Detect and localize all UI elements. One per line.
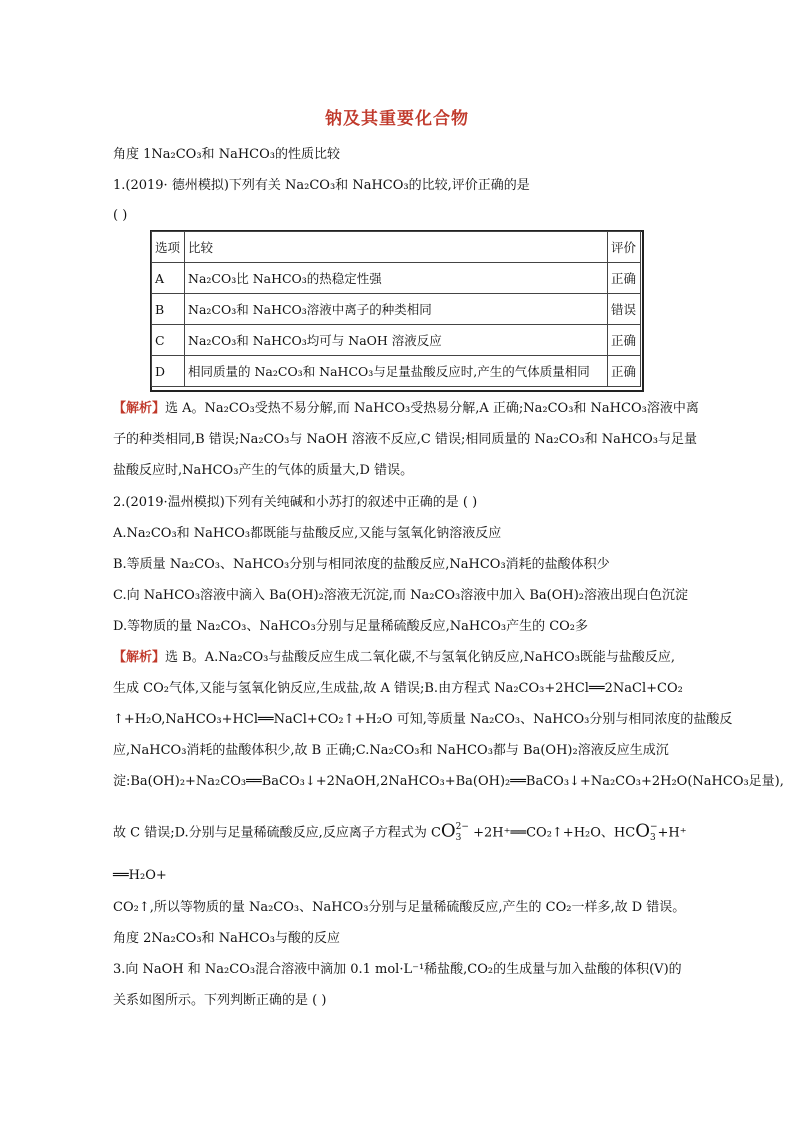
q1-analysis-line <box>113 400 699 418</box>
table-header-cell: 评价 <box>608 232 641 263</box>
table-row <box>152 325 641 356</box>
question-3-stem-line1: 3.向 NaOH 和 Na₂CO₃混合溶液中滴加 0.1 mol·L⁻¹稀盐酸,CO₂的生成量与加入盐酸的体积(V)的 <box>113 962 682 977</box>
table-cell-evaluation: 错误 <box>608 294 641 325</box>
table-cell-option: D <box>152 356 185 387</box>
ion-eq-c: C <box>430 825 441 841</box>
ion-eq-suffix: +H⁺ <box>657 825 687 841</box>
analysis-label: 【解析】 <box>113 650 166 665</box>
analysis-text: 选 A。Na₂CO₃受热不易分解,而 NaHCO₃受热易分解,A 正确;Na₂CO₃和 NaHCO₃溶液中离 <box>165 401 699 416</box>
ion-eq-o2: O <box>635 820 650 842</box>
ion-eq-mid: +2H⁺══CO₂↑+H₂O、HC <box>468 825 636 841</box>
question-2-option-a: A.Na₂CO₃和 NaHCO₃都既能与盐酸反应,又能与氢氧化钠溶液反应 <box>113 526 502 541</box>
table-cell-option: C <box>152 325 185 356</box>
q1-analysis-line: 子的种类相同,B 错误;Na₂CO₃与 NaOH 溶液不反应,C 错误;相同质量的 Na₂CO₃和 NaHCO₃与足量 <box>113 432 698 447</box>
question-2-stem: 2.(2019·温州模拟)下列有关纯碱和小苏打的叙述中正确的是 ( ) <box>113 495 478 510</box>
q2-analysis-line: ↑+H₂O,NaHCO₃+HCl══NaCl+CO₂↑+H₂O 可知,等质量 Na₂CO₃、NaHCO₃分别与相同浓度的盐酸反 <box>113 712 733 727</box>
table-cell-comparison: 相同质量的 Na₂CO₃和 NaHCO₃与足量盐酸反应时,产生的气体质量相同 <box>185 356 608 387</box>
question-3-stem-line2: 关系如图所示。下列判断正确的是 ( ) <box>113 993 327 1008</box>
q1-analysis-line: 盐酸反应时,NaHCO₃产生的气体的质量大,D 错误。 <box>113 463 414 478</box>
ion-eq-sub: 3 <box>455 833 462 843</box>
table-cell-evaluation: 正确 <box>608 325 641 356</box>
q2-analysis-line: ══H₂O+ <box>113 868 167 883</box>
section-heading-2: 角度 2Na₂CO₃和 NaHCO₃与酸的反应 <box>113 931 340 946</box>
ion-eq-sup: 2− <box>455 822 469 832</box>
table-cell-comparison: Na₂CO₃和 NaHCO₃溶液中离子的种类相同 <box>185 294 608 325</box>
question-2-option-d: D.等物质的量 Na₂CO₃、NaHCO₃分别与足量稀硫酸反应,NaHCO₃产生的 CO₂多 <box>113 619 589 634</box>
analysis-label: 【解析】 <box>113 401 166 416</box>
comparison-table <box>151 231 641 387</box>
q2-analysis-line: 淀:Ba(OH)₂+Na₂CO₃══BaCO₃↓+2NaOH,2NaHCO₃+Ba(OH)₂══BaCO₃↓+Na₂CO₃+2H₂O(NaHCO₃足量), <box>113 774 784 789</box>
table-row <box>152 263 641 294</box>
q2-analysis-line <box>113 649 675 667</box>
table-cell-comparison: Na₂CO₃比 NaHCO₃的热稳定性强 <box>185 263 608 294</box>
table-row <box>152 356 641 387</box>
table-cell-option: A <box>152 263 185 294</box>
ion-eq-o: O <box>440 820 456 842</box>
analysis-text: 选 B。A.Na₂CO₃与盐酸反应生成二氧化碳,不与氢氧化钠反应,NaHCO₃既能与盐酸反应, <box>165 650 676 665</box>
page-title: 钠及其重要化合物 <box>325 109 469 129</box>
section-heading-1: 角度 1Na₂CO₃和 NaHCO₃的性质比较 <box>113 147 340 162</box>
table-row <box>152 294 641 325</box>
table-header-cell: 选项 <box>152 232 185 263</box>
q2-analysis-line: 应,NaHCO₃消耗的盐酸体积少,故 B 正确;C.Na₂CO₃和 NaHCO₃都与 Ba(OH)₂溶液反应生成沉 <box>113 743 669 758</box>
table-header-cell: 比较 <box>185 232 608 263</box>
table-cell-evaluation: 正确 <box>608 356 641 387</box>
q2-analysis-ion-equation <box>113 822 687 844</box>
question-2-option-b: B.等质量 Na₂CO₃、NaHCO₃分别与相同浓度的盐酸反应,NaHCO₃消耗的盐酸体积少 <box>113 557 610 572</box>
q2-analysis-line: CO₂↑,所以等物质的量 Na₂CO₃、NaHCO₃分别与足量稀硫酸反应,产生的 CO₂一样多,故 D 错误。 <box>113 900 686 915</box>
table-header-row <box>152 232 641 263</box>
question-1-blank: ( ) <box>113 208 128 223</box>
ion-eq-prefix: 故 C 错误;D.分别与足量稀硫酸反应,反应离子方程式为 <box>113 825 431 841</box>
q2-analysis-line: 生成 CO₂气体,又能与氢氧化钠反应,生成盐,故 A 错误;B.由方程式 Na₂CO₃+2HCl══2NaCl+CO₂ <box>113 681 683 696</box>
table-cell-evaluation: 正确 <box>608 263 641 294</box>
question-1-stem: 1.(2019· 德州模拟)下列有关 Na₂CO₃和 NaHCO₃的比较,评价正确的是 <box>113 178 530 193</box>
table-cell-option: B <box>152 294 185 325</box>
question-2-option-c: C.向 NaHCO₃溶液中滴入 Ba(OH)₂溶液无沉淀,而 Na₂CO₃溶液中加入 Ba(OH)₂溶液出现白色沉淀 <box>113 588 689 603</box>
table-cell-comparison: Na₂CO₃和 NaHCO₃均可与 NaOH 溶液反应 <box>185 325 608 356</box>
ion-eq-sup2: − <box>649 822 658 832</box>
ion-eq-sub2: 3 <box>649 833 656 843</box>
